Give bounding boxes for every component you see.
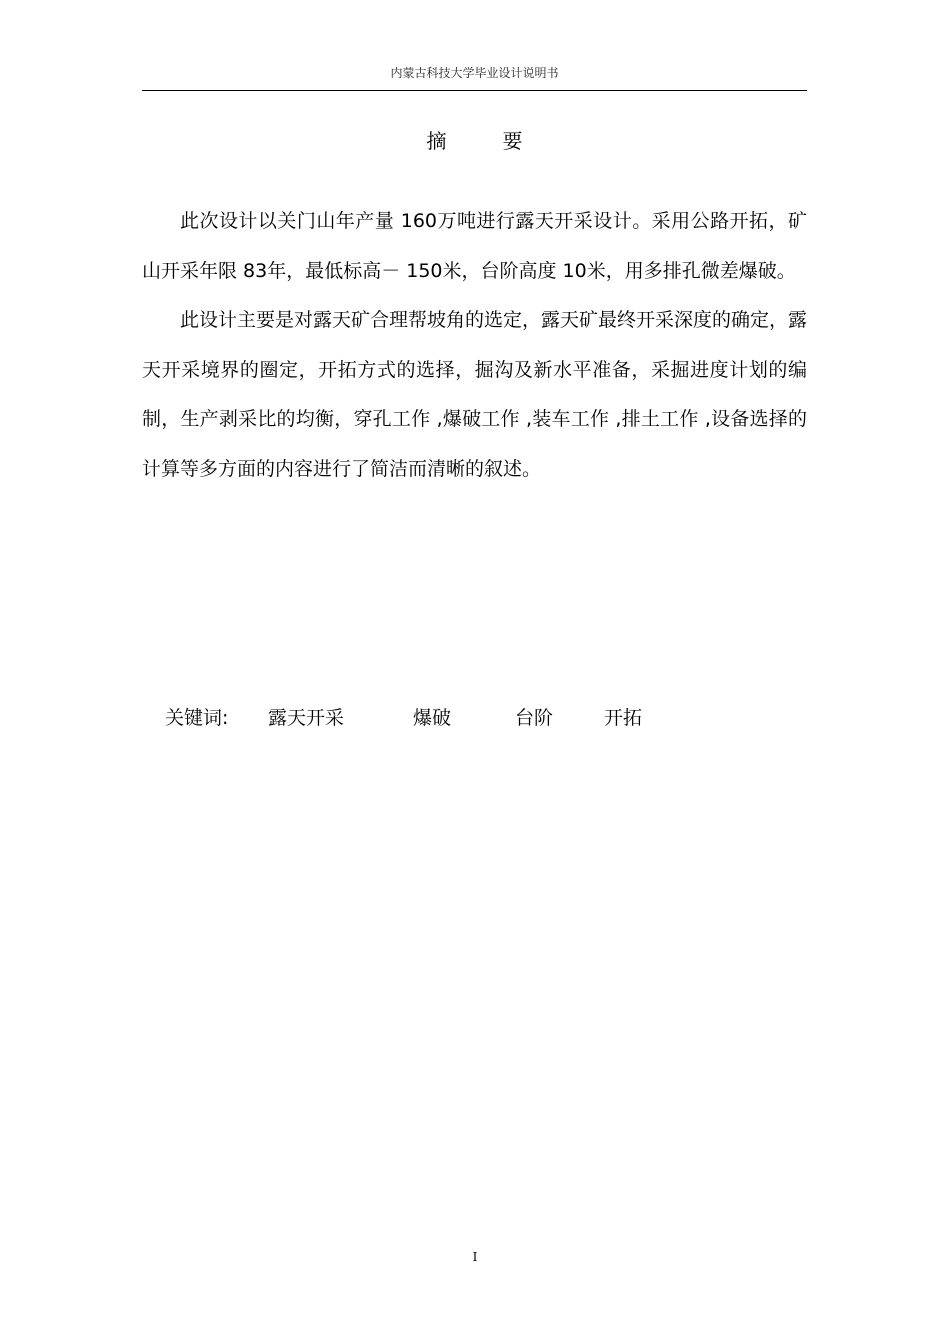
abstract-paragraph: 此次设计以关门山年产量 160万吨进行露天开采设计。采用公路开拓，矿山开采年限 83年，最低标高－ 150米，台阶高度 10米，用多排孔微差爆破。 <box>142 210 807 282</box>
keyword-item: 露天开采 <box>268 707 345 729</box>
abstract-paragraph: 此设计主要是对露天矿合理帮坡角的选定，露天矿最终开采深度的确定，露天开采境界的圈定，开拓方式的选择，掘沟及新水平准备，采掘进度计划的编制，生产剥采比的均衡，穿孔工作 ,爆破工作 ,装车工作 ,排土工作 ,设备选择的计算等多方面的内容进行了简洁而清晰的叙述。 <box>142 309 808 480</box>
keywords-label: 关键词: <box>165 707 229 729</box>
header-rule <box>142 90 807 91</box>
keyword-item: 开拓 <box>604 707 643 729</box>
page-number: I <box>472 1250 478 1264</box>
abstract-title: 摘要 <box>426 129 579 153</box>
abstract-body <box>142 197 807 494</box>
running-header: 内蒙古科技大学毕业设计说明书 <box>390 66 559 80</box>
keyword-item: 爆破 <box>413 707 452 729</box>
keyword-item: 台阶 <box>515 707 554 729</box>
